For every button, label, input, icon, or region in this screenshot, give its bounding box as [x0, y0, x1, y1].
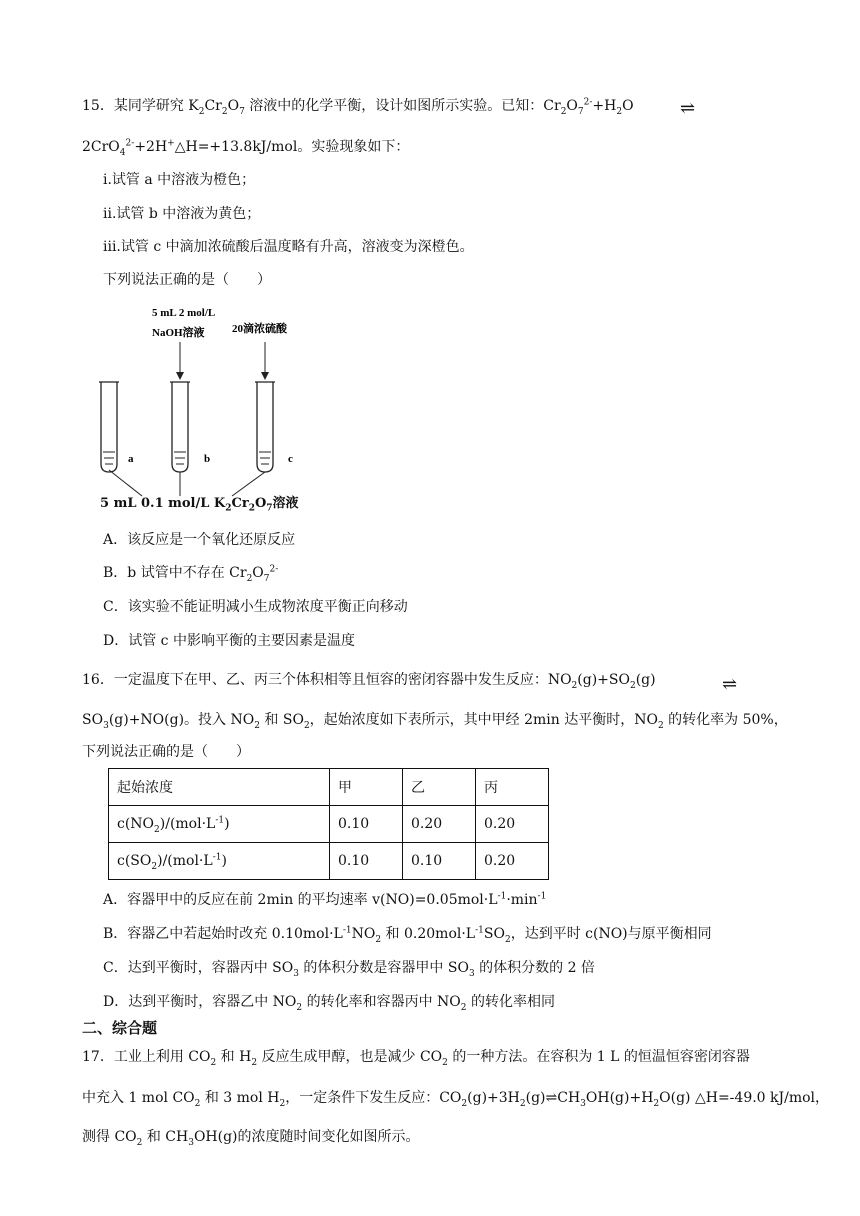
- tube-a: [99, 382, 119, 472]
- table-cell: 0.20: [476, 843, 549, 880]
- equilibrium-arrow-icon: ⇌: [680, 98, 696, 119]
- row-label: $c(NO_2)/(mol\cdot L^{-1})$: [109, 806, 330, 843]
- equilibrium-arrow-icon: ⇌: [722, 674, 738, 695]
- tube-c: [255, 382, 275, 472]
- initial-concentration-table: [108, 768, 549, 880]
- pointer-line-a: [109, 470, 142, 496]
- q15-option-a: A．该反应是一个氧化还原反应: [103, 532, 296, 548]
- tube-a-label: a: [128, 453, 134, 465]
- table-header-cell: 丙: [476, 769, 549, 806]
- q17-line1: 17．工业上利用 $CO_2$ 和 $H_2$ 反应生成甲醇，也是减少 $CO_2$ 的一种方法。在容积为 1 L 的恒温恒容密闭容器: [82, 1049, 750, 1068]
- q17-line2: 中充入 1 mol $CO_2$ 和 3 mol $H_2$，一定条件下发生反应：$CO_2(g)+3H_2(g)\rightleftharpoons CH_3OH(g)+H_2O(g)$ △H=-49.0 kJ/mol，: [82, 1090, 830, 1109]
- table-header-cell: 乙: [403, 769, 476, 806]
- arrow-head-c: [261, 372, 269, 380]
- q16-option-a: A．容器甲中的反应在前 2min 的平均速率 $v(NO)=0.05mol\cdot L^{-1}\cdot\min^{-1}$: [103, 891, 547, 908]
- q16-option-c: C．达到平衡时，容器丙中 $SO_3$ 的体积分数是容器甲中 $SO_3$ 的体积分数的 2 倍: [103, 960, 595, 979]
- pointer-line-c: [232, 472, 265, 496]
- q16-prompt: 下列说法正确的是（ ）: [82, 744, 250, 760]
- test-tube-figure: [96, 300, 293, 520]
- table-cell: 0.10: [330, 843, 403, 880]
- table-header-cell: 起始浓度: [109, 769, 330, 806]
- naoh-label-line2: NaOH溶液: [152, 327, 205, 339]
- table-header-row: [109, 769, 549, 806]
- q15-stem-line1: 15．某同学研究 $K_2Cr_2O_7$ 溶液中的化学平衡，设计如图所示实验。已知：$Cr_2O_7^{2-}+H_2O$: [82, 97, 634, 117]
- table-cell: 0.20: [403, 806, 476, 843]
- naoh-label-line1: 5 mL 2 mol/L: [152, 307, 216, 319]
- row-label: $c(SO_2)/(mol\cdot L^{-1})$: [109, 843, 330, 880]
- q16-stem-line2: $SO_3(g)+NO(g)$。投入 $NO_2$ 和 $SO_2$，起始浓度如下表所示，其中甲经 2min 达平衡时，$NO_2$ 的转化率为 50%，: [82, 712, 788, 731]
- tube-b: [170, 382, 190, 472]
- tube-c-label: c: [288, 453, 293, 465]
- table-cell: 0.20: [476, 806, 549, 843]
- q15-observation-i: i.试管 a 中溶液为橙色；: [103, 172, 256, 188]
- table-cell: 0.10: [403, 843, 476, 880]
- q15-observation-iii: iii.试管 c 中滴加浓硫酸后温度略有升高，溶液变为深橙色。: [103, 239, 474, 255]
- q15-option-b: B．b 试管中不存在 $Cr_2O_7^{2-}$: [103, 564, 279, 584]
- acid-label: 20滴浓硫酸: [232, 323, 287, 335]
- q15-stem-line2: 2CrO$_4^{2-}$+2H+△H=+13.8kJ/mol。实验现象如下：: [82, 138, 410, 158]
- section-heading: 二、综合题: [82, 1019, 158, 1037]
- q15-observation-ii: ii.试管 b 中溶液为黄色；: [103, 206, 261, 222]
- solution-label: 5 mL 0.1 mol/L $K_2Cr_2O_7$溶液: [100, 496, 299, 514]
- table-header-cell: 甲: [330, 769, 403, 806]
- q15-option-c: C．该实验不能证明减小生成物浓度平衡正向移动: [103, 599, 408, 615]
- table-cell: 0.10: [330, 806, 403, 843]
- q15-option-d: D．试管 c 中影响平衡的主要因素是温度: [103, 633, 355, 649]
- arrow-head-b: [176, 372, 184, 380]
- table-row: [109, 806, 549, 843]
- q15-prompt: 下列说法正确的是（ ）: [103, 272, 271, 288]
- q16-stem-line1: 16．一定温度下在甲、乙、丙三个体积相等且恒容的密闭容器中发生反应：$NO_2(g)+SO_2(g)$: [82, 672, 656, 691]
- q16-option-d: D．达到平衡时，容器乙中 $NO_2$ 的转化率和容器丙中 $NO_2$ 的转化率相同: [103, 994, 555, 1013]
- tube-b-label: b: [204, 453, 211, 465]
- q17-line3: 测得 $CO_2$ 和 $CH_3OH(g)$的浓度随时间变化如图所示。: [82, 1129, 420, 1148]
- q16-option-b: B．容器乙中若起始时改充 $0.10mol\cdot L^{-1}NO_2$ 和 $0.20mol\cdot L^{-1}SO_2$，达到平时 c(NO)与原平衡相同: [103, 925, 712, 945]
- table-row: [109, 843, 549, 880]
